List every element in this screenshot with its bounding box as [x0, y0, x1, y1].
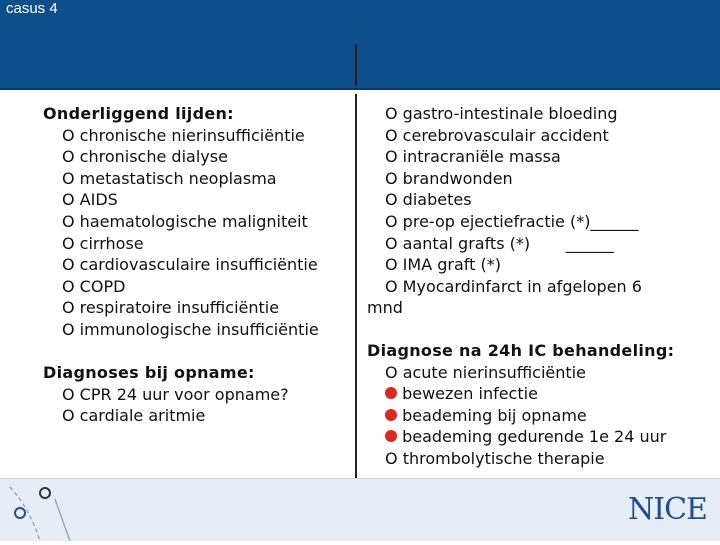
red-dot-icon: [385, 430, 397, 442]
decorative-graphic-icon: [0, 479, 90, 541]
empty-circle-marker: O: [385, 449, 398, 468]
underlying-item: O COPD: [62, 276, 126, 296]
ic-item: O acute nierinsufficiëntie: [385, 362, 586, 382]
red-dot-icon: [385, 409, 397, 421]
condition-item: O intracraniële massa: [385, 147, 561, 167]
column-divider-top: [355, 44, 357, 86]
slide-title: casus 4: [6, 0, 58, 17]
underlying-item: O chronische nierinsufficiëntie: [62, 125, 305, 145]
condition-item: O brandwonden: [385, 168, 513, 188]
underlying-item: O immunologische insufficiëntie: [62, 320, 319, 339]
underlying-item: O chronische dialyse: [62, 147, 228, 167]
header-bar: [0, 0, 720, 90]
underlying-item: O metastatisch neoplasma: [62, 168, 277, 188]
underlying-item: O haematologische maligniteit: [62, 212, 308, 231]
ic-item: beademing gedurende 1e 24 uur: [385, 426, 666, 448]
ic-item: O thrombolytische therapie: [385, 449, 605, 468]
admission-item: O cardiale aritmie: [62, 406, 206, 426]
ic-item: bewezen infectie: [385, 383, 538, 405]
underlying-item: O cardiovasculaire insufficiëntie: [62, 255, 318, 275]
ic-item: beademing bij opname: [385, 405, 587, 427]
underlying-heading: Onderliggend lijden:: [43, 104, 234, 123]
condition-item: O pre-op ejectiefractie (*)______: [385, 212, 639, 231]
column-divider: [355, 94, 357, 478]
condition-item: O IMA graft (*): [385, 255, 501, 275]
red-dot-icon: [385, 387, 397, 399]
condition-item-wrap: mnd: [367, 298, 403, 318]
underlying-item: O AIDS: [62, 190, 118, 210]
empty-circle-marker: O: [385, 362, 398, 382]
condition-item: O Myocardinfarct in afgelopen 6: [385, 276, 642, 296]
underlying-item: O cirrhose: [62, 233, 144, 253]
footer-band: [0, 478, 720, 541]
admission-heading: Diagnoses bij opname:: [43, 363, 255, 382]
nice-logo: NICE: [628, 492, 707, 527]
condition-item: O cerebrovasculair accident: [385, 125, 609, 145]
ic-heading: Diagnose na 24h IC behandeling:: [367, 341, 675, 360]
condition-item: O gastro-intestinale bloeding: [385, 104, 618, 123]
condition-item: O diabetes: [385, 190, 472, 210]
admission-item: O CPR 24 uur voor opname?: [62, 384, 289, 404]
underlying-item: O respiratoire insufficiëntie: [62, 298, 280, 318]
condition-item: O aantal grafts (*) ______: [385, 233, 614, 253]
